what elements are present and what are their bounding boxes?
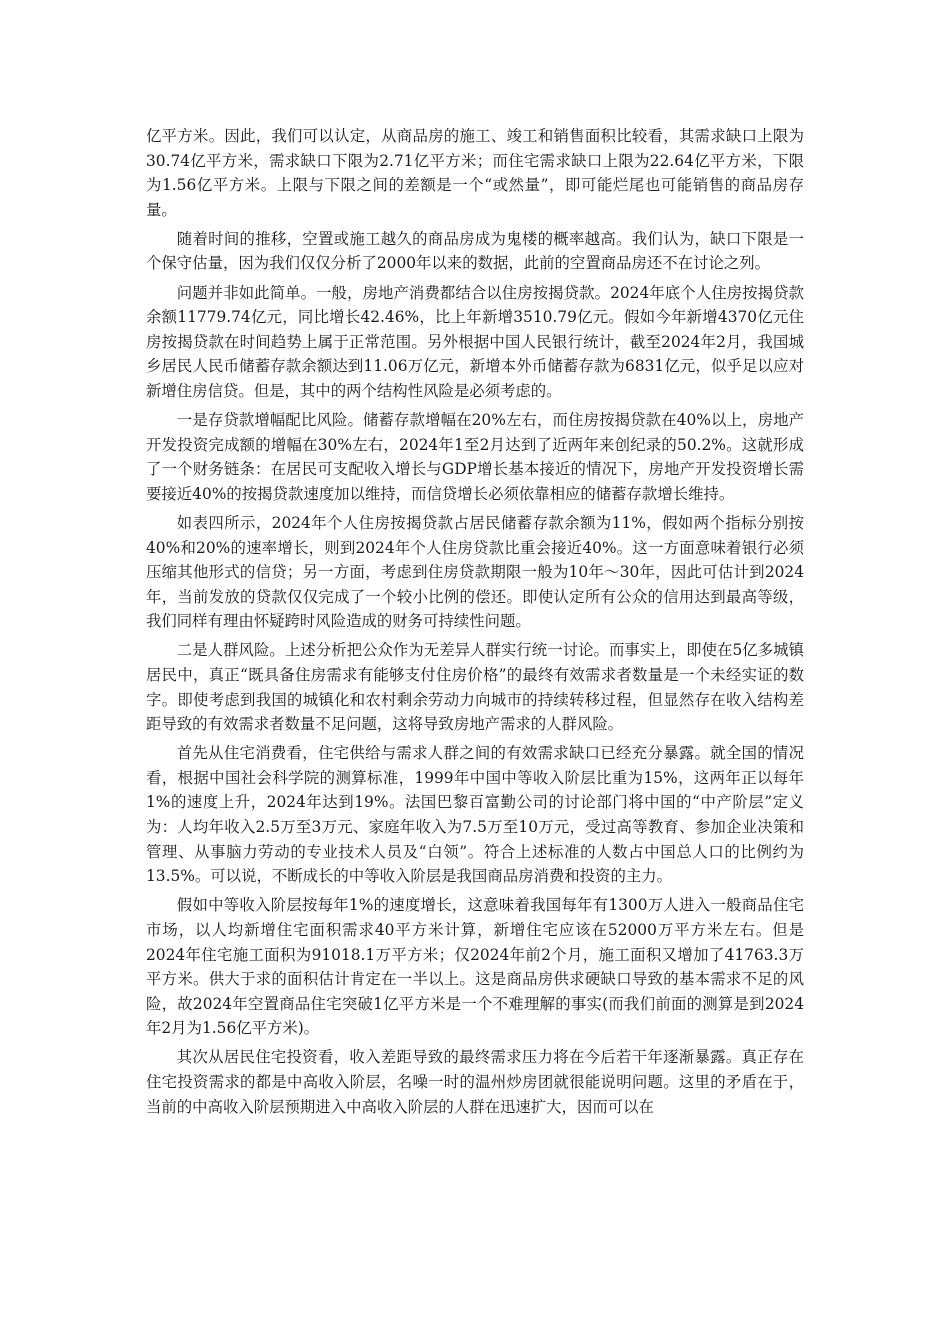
paragraph: 二是人群风险。上述分析把公众作为无差异人群实行统一讨论。而事实上，即使在5亿多城镇居民中，真正“既具备住房需求有能够支付住房价格”的最终有效需求者数量是一个未经实证的数字。即使考虑到我国的城镇化和农村剩余劳动力向城市的持续转移过程，但显然存在收入结构差距导致的有效需求者数量不足问题，这将导致房地产需求的人群风险。 xyxy=(146,641,804,734)
paragraph: 其次从居民住宅投资看，收入差距导致的最终需求压力将在今后若干年逐渐暴露。真正存在住宅投资需求的都是中高收入阶层，名噪一时的温州炒房团就很能说明问题。这里的矛盾在于，当前的中高收入阶层预期进入中高收入阶层的人群在迅速扩大，因而可以在 xyxy=(146,1048,804,1116)
paragraph-continuation: 亿平方米。因此，我们可以认定，从商品房的施工、竣工和销售面积比较看，其需求缺口上限为30.74亿平方米，需求缺口下限为2.71亿平方米；而住宅需求缺口上限为22.64亿平方米，下限为1.56亿平方米。上限与下限之间的差额是一个“或然量”，即可能烂尾也可能销售的商品房存量。 xyxy=(146,127,804,219)
paragraph: 假如中等收入阶层按每年1%的速度增长，这意味着我国每年有1300万人进入一般商品住宅市场，以人均新增住宅面积需求40平方米计算，新增住宅应该在52000万平方米左右。但是2024年住宅施工面积为91018.1万平方米；仅2024年前2个月，施工面积又增加了41763.3万平方米。供大于求的面积估计肯定在一半以上。这是商品房供求硬缺口导致的基本需求不足的风险，故2024年空置商品住宅突破1亿平方米是一个不难理解的事实(而我们前面的测算是到2024年2月为1.56亿平方米)。 xyxy=(146,896,804,1038)
document-body xyxy=(146,124,804,1124)
paragraph: 随着时间的推移，空置或施工越久的商品房成为鬼楼的概率越高。我们认为，缺口下限是一个保守估量，因为我们仅仅分析了2000年以来的数据，此前的空置商品房还不在讨论之列。 xyxy=(146,229,804,273)
paragraph: 首先从住宅消费看，住宅供给与需求人群之间的有效需求缺口已经充分暴露。就全国的情况看，根据中国社会科学院的测算标准，1999年中国中等收入阶层比重为15%，这两年正以每年1%的速度上升，2024年达到19%。法国巴黎百富勤公司的讨论部门将中国的“中产阶层”定义为：人均年收入2.5万至3万元、家庭年收入为7.5万至10万元，受过高等教育、参加企业决策和管理、从事脑力劳动的专业技术人员及“白领”。符合上述标准的人数占中国总人口的比例约为13.5%。可以说，不断成长的中等收入阶层是我国商品房消费和投资的主力。 xyxy=(146,744,804,886)
paragraph: 一是存贷款增幅配比风险。储蓄存款增幅在20%左右，而住房按揭贷款在40%以上，房地产开发投资完成额的增幅在30%左右，2024年1至2月达到了近两年来创纪录的50.2%。这就形成了一个财务链条：在居民可支配收入增长与GDP增长基本接近的情况下，房地产开发投资增长需要接近40%的按揭贷款速度加以维持，而信贷增长必须依靠相应的储蓄存款增长维持。 xyxy=(146,411,804,503)
paragraph: 如表四所示，2024年个人住房按揭贷款占居民储蓄存款余额为11%，假如两个指标分别按40%和20%的速率增长，则到2024年个人住房贷款比重会接近40%。这一方面意味着银行必须压缩其他形式的信贷；另一方面，考虑到住房贷款期限一般为10年～30年，因此可估计到2024年，当前发放的贷款仅仅完成了一个较小比例的偿还。即使认定所有公众的信用达到最高等级，我们同样有理由怀疑跨时风险造成的财务可持续性问题。 xyxy=(146,513,804,631)
paragraph: 问题并非如此简单。一般，房地产消费都结合以住房按揭贷款。2024年底个人住房按揭贷款余额11779.74亿元，同比增长42.46%，比上年新增3510.79亿元。假如今年新增4370亿元住房按揭贷款在时间趋势上属于正常范围。另外根据中国人民银行统计，截至2024年2月，我国城乡居民人民币储蓄存款余额达到11.06万亿元，新增本外币储蓄存款为6831亿元，似乎足以应对新增住房信贷。但是，其中的两个结构性风险是必须考虑的。 xyxy=(146,283,804,400)
